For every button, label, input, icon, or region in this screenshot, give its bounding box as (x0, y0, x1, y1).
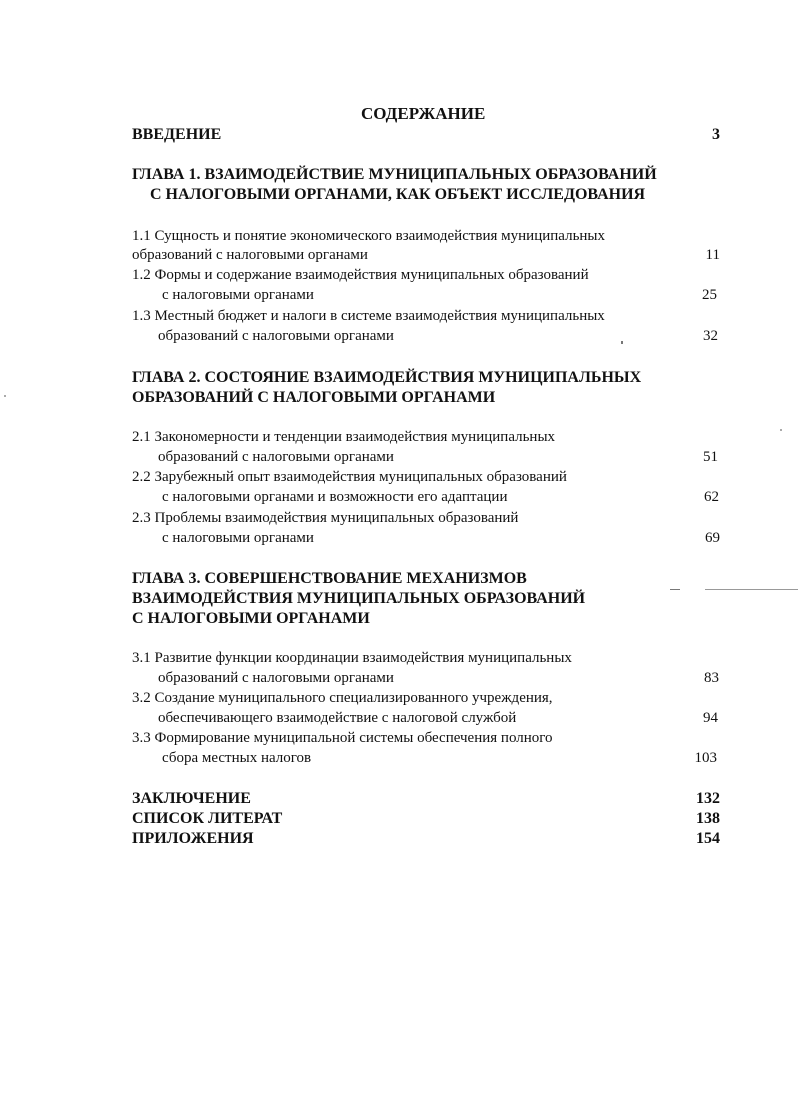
section-2-2-line2: с налоговыми органами и возможности его адаптации (162, 489, 508, 505)
section-3-2-line1: 3.2 Создание муниципального специализированного учреждения, (132, 690, 553, 706)
section-3-3-page: 103 (694, 750, 717, 766)
section-3-1-line1: 3.1 Развитие функции координации взаимодействия муниципальных (132, 650, 572, 666)
section-3-2-page: 94 (703, 710, 718, 726)
section-2-1-page: 51 (703, 449, 718, 465)
chapter3-title-line3: С НАЛОГОВЫМИ ОРГАНАМИ (132, 610, 370, 627)
conclusion-page: 132 (696, 790, 720, 807)
section-2-3-line1: 2.3 Проблемы взаимодействия муниципальных образований (132, 510, 519, 526)
chapter3-title-line2: ВЗАИМОДЕЙСТВИЯ МУНИЦИПАЛЬНЫХ ОБРАЗОВАНИЙ (132, 590, 586, 607)
section-3-3-line1: 3.3 Формирование муниципальной системы обеспечения полного (132, 730, 553, 746)
intro-label: ВВЕДЕНИЕ (132, 126, 222, 143)
intro-page: 3 (712, 126, 720, 143)
section-1-1-line2: образований с налоговыми органами (132, 247, 368, 263)
scan-artifact-dot (621, 341, 623, 344)
section-3-3-line2: сбора местных налогов (162, 750, 312, 766)
section-2-1-line2: образований с налоговыми органами (158, 449, 394, 465)
chapter3-title-line1: ГЛАВА 3. СОВЕРШЕНСТВОВАНИЕ МЕХАНИЗМОВ (132, 570, 527, 587)
section-3-1-page: 83 (704, 670, 719, 686)
section-1-2-line2: с налоговыми органами (162, 287, 314, 303)
chapter1-title-line2: С НАЛОГОВЫМИ ОРГАНАМИ, КАК ОБЪЕКТ ИССЛЕДОВАНИЯ (150, 186, 646, 203)
section-2-1-line1: 2.1 Закономерности и тенденции взаимодействия муниципальных (132, 429, 556, 445)
scan-artifact-line (705, 589, 798, 590)
bibliography-page: 138 (696, 810, 720, 827)
appendices-label: ПРИЛОЖЕНИЯ (132, 830, 254, 847)
conclusion-label: ЗАКЛЮЧЕНИЕ (132, 790, 251, 807)
section-2-2-line1: 2.2 Зарубежный опыт взаимодействия муниципальных образований (132, 469, 567, 485)
section-1-3-line1: 1.3 Местный бюджет и налоги в системе взаимодействия муниципальных (132, 308, 605, 324)
appendices-page: 154 (696, 830, 720, 847)
chapter2-title-line1: ГЛАВА 2. СОСТОЯНИЕ ВЗАИМОДЕЙСТВИЯ МУНИЦИПАЛЬНЫХ (132, 369, 642, 386)
section-2-2-page: 62 (704, 489, 719, 505)
toc-title: СОДЕРЖАНИЕ (361, 104, 486, 123)
section-1-3-page: 32 (703, 328, 718, 344)
section-1-2-line1: 1.2 Формы и содержание взаимодействия муниципальных образований (132, 267, 589, 283)
section-3-2-line2: обеспечивающего взаимодействие с налоговой службой (158, 710, 517, 726)
scan-artifact-line (670, 589, 680, 590)
chapter1-title-line1: ГЛАВА 1. ВЗАИМОДЕЙСТВИЕ МУНИЦИПАЛЬНЫХ ОБРАЗОВАНИЙ (132, 166, 657, 183)
scan-artifact-dot (780, 429, 782, 431)
section-1-3-line2: образований с налоговыми органами (158, 328, 394, 344)
scan-artifact-dot (4, 395, 6, 397)
section-2-3-line2: с налоговыми органами (162, 530, 314, 546)
bibliography-label: СПИСОК ЛИТЕРАТ (132, 810, 283, 827)
section-1-1-line1: 1.1 Сущность и понятие экономического взаимодействия муниципальных (132, 228, 606, 244)
section-2-3-page: 69 (705, 530, 720, 546)
section-3-1-line2: образований с налоговыми органами (158, 670, 394, 686)
chapter2-title-line2: ОБРАЗОВАНИЙ С НАЛОГОВЫМИ ОРГАНАМИ (132, 389, 496, 406)
section-1-2-page: 25 (702, 287, 717, 303)
section-1-1-page: 11 (705, 247, 720, 263)
